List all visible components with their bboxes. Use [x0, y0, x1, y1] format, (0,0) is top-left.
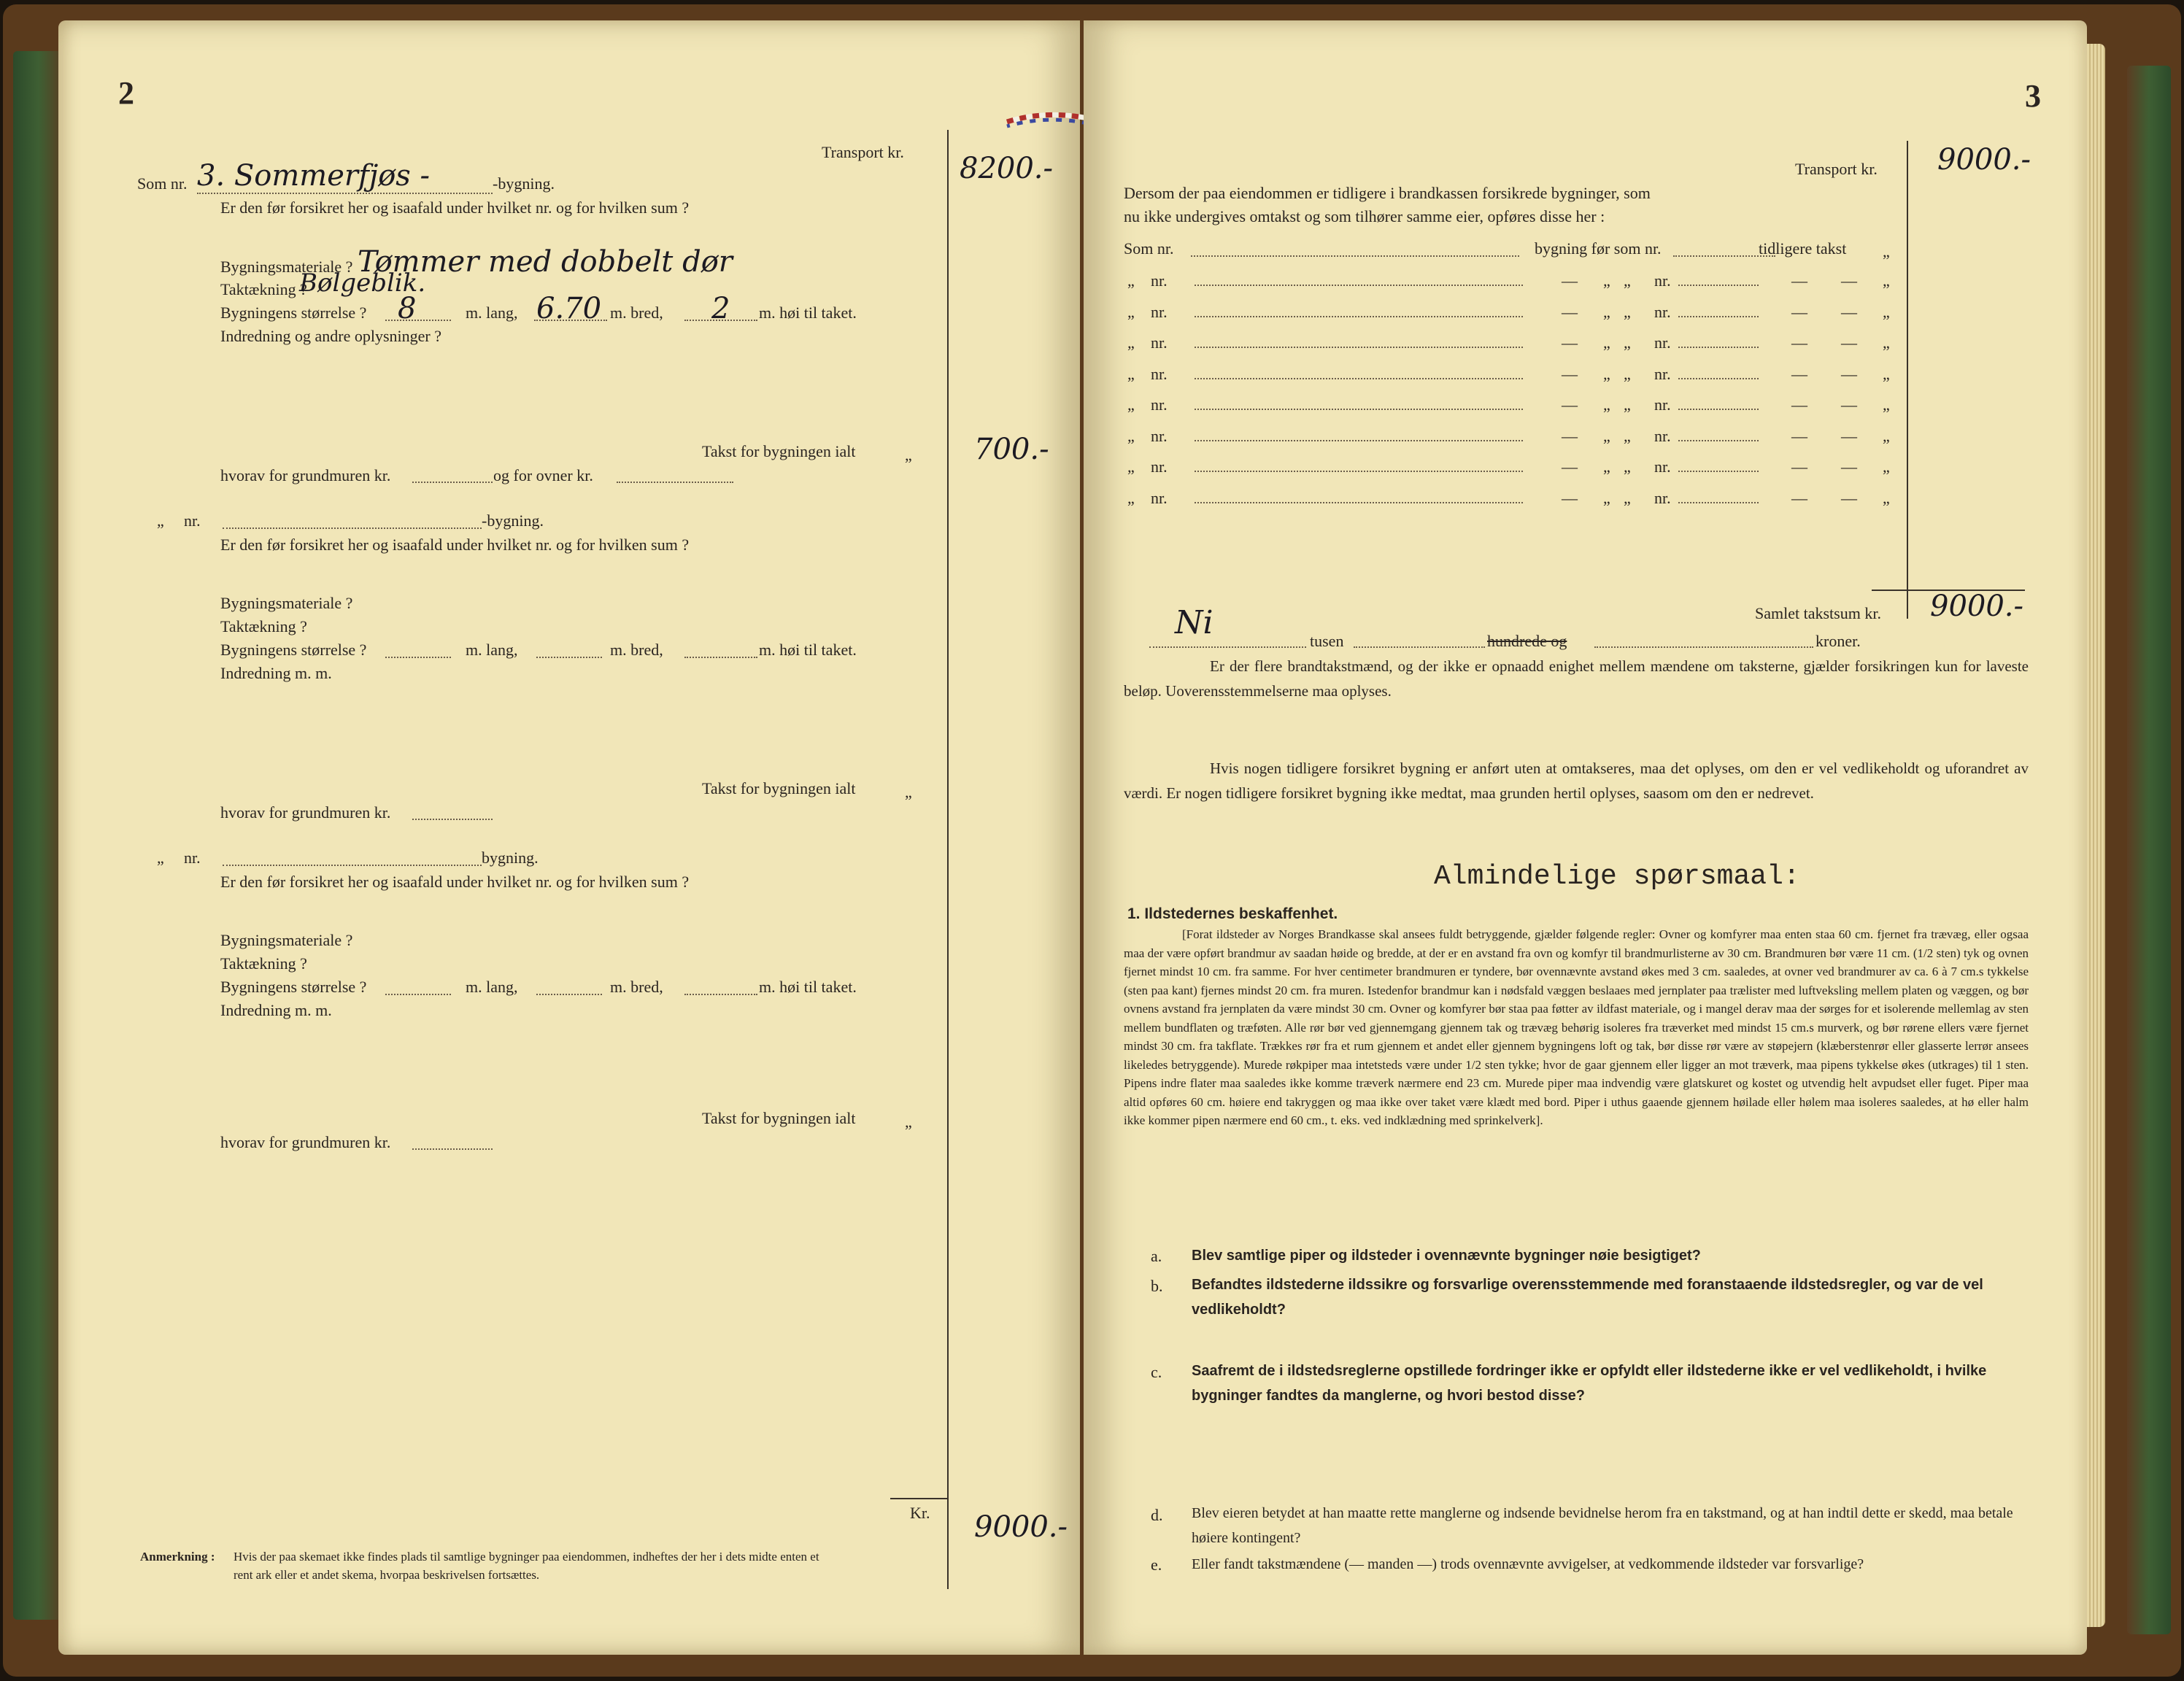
row-mark: „ [1624, 333, 1631, 352]
dotted-line [385, 320, 451, 321]
row-mark: „ [1603, 271, 1610, 290]
building1-name: 3. Sommerfjøs - [197, 159, 431, 193]
dotted-line [536, 994, 602, 995]
height-unit: m. høi til taket. [759, 641, 857, 659]
transport-value: 8200.- [960, 152, 1054, 185]
row-dash: — [1791, 302, 1807, 321]
row-mark: „ [1603, 488, 1610, 507]
row-nr-label: nr. [1654, 271, 1671, 290]
cover-edge-right [2127, 66, 2171, 1634]
quote-mark: „ [905, 1113, 912, 1131]
row-nr-label: nr. [1151, 488, 1168, 507]
row-mark: „ [1883, 395, 1890, 414]
dotted-line [412, 819, 493, 820]
row-dash: — [1841, 271, 1857, 290]
row-mark: „ [1127, 333, 1135, 352]
row-mark: „ [1127, 302, 1135, 321]
page-number: 3 [2025, 78, 2041, 114]
row-dash: — [1562, 395, 1578, 414]
dotted-line [684, 657, 757, 658]
dotted-line [223, 865, 482, 866]
row-mark: „ [1603, 333, 1610, 352]
row-mark: „ [1624, 488, 1631, 507]
question-a: Blev samtlige piper og ildsteder i ovennævnte bygninger nøie besigtiget? [1192, 1248, 1701, 1264]
header-som-nr: Som nr. [1124, 239, 1174, 258]
row-dash: — [1562, 271, 1578, 290]
paragraph-previous-insured: Hvis nogen tidligere forsikret bygning er anført uten at omtakseres, maa det oplyses, om den er vel vedlikeholdt og uforandret av værdi. Er nogen tidligere forsikret bygning ikke medtat, maa grunden hertil oplyses, saasom om den er nedrevet. [1124, 760, 2029, 802]
quote-mark: „ [1883, 242, 1890, 260]
row-nr-label: nr. [1654, 457, 1671, 476]
height-unit: m. høi til taket. [759, 304, 857, 322]
dotted-line [1195, 502, 1523, 503]
row-dash: — [1791, 333, 1807, 352]
dotted-line [197, 193, 493, 194]
row-dash: — [1562, 488, 1578, 507]
sum-column-rule [1907, 141, 1908, 619]
row-mark: „ [1624, 395, 1631, 414]
building1-height: 2 [711, 292, 730, 325]
building1-roof-label: Taktækning ? [220, 280, 307, 298]
row-dash: — [1841, 395, 1857, 414]
right-page [1084, 20, 2087, 1655]
dotted-line [1354, 646, 1485, 648]
row-mark: „ [1883, 488, 1890, 507]
dotted-line [684, 320, 757, 321]
bygning-label: -bygning. [493, 174, 555, 193]
building2-interior-label: Indredning m. m. [220, 664, 332, 682]
row-dash: — [1841, 333, 1857, 352]
building2-material-label: Bygningsmateriale ? [220, 594, 353, 612]
row-mark: „ [1127, 426, 1135, 445]
dotted-line [412, 1148, 493, 1150]
row-mark: „ [1127, 271, 1135, 290]
building1-takst-value: 700.- [974, 433, 1049, 466]
row-dash: — [1562, 426, 1578, 445]
question-d: Blev eieren betydet at han maatte rette manglerne og indsende bevidnelse herom fra en takstmand, og at han indtil dette er skedd, maa betale høiere kontingent? [1192, 1505, 2013, 1546]
building1-interior-label: Indredning og andre oplysninger ? [220, 327, 442, 345]
dotted-line [1195, 440, 1523, 441]
dotted-line [385, 657, 451, 658]
question-c-letter: c. [1151, 1363, 1162, 1381]
width-unit: m. bred, [610, 641, 663, 659]
building1-length: 8 [398, 292, 417, 325]
row-mark: „ [1127, 488, 1135, 507]
building1-material-value: Tømmer med dobbelt dør [358, 245, 733, 279]
row-nr-label: nr. [1654, 395, 1671, 414]
dotted-line [412, 482, 493, 483]
building3-material-label: Bygningsmateriale ? [220, 931, 353, 949]
row-mark: „ [1883, 457, 1890, 476]
dotted-line [536, 657, 602, 658]
dotted-line [1678, 440, 1759, 441]
row-nr-label: nr. [1654, 333, 1671, 352]
note-label: Anmerkning : [140, 1550, 215, 1564]
total-kr-label: Kr. [910, 1504, 930, 1522]
dotted-line [223, 528, 482, 529]
question-e: Eller fandt takstmændene (— manden —) trods ovennævnte avvigelser, at vedkommende ildsteder var forsvarlige? [1192, 1556, 1864, 1572]
dotted-line [1195, 347, 1523, 348]
row-nr-label: nr. [1151, 271, 1168, 290]
dotted-line [1678, 502, 1759, 503]
kroner-label: kroner. [1816, 632, 1861, 650]
row-mark: „ [1883, 333, 1890, 352]
header-bygning: bygning før som nr. [1535, 239, 1662, 258]
dotted-line [1678, 409, 1759, 410]
height-unit: m. høi til taket. [759, 978, 857, 996]
row-nr-label: nr. [1151, 395, 1168, 414]
dotted-line [1594, 646, 1813, 648]
row-mark: „ [1603, 364, 1610, 383]
row-dash: — [1841, 364, 1857, 383]
dotted-line [1149, 646, 1306, 648]
note-line-1: Hvis der paa skemaet ikke findes plads til samtlige bygninger paa eiendommen, indheftes der her i dets midte enten et [234, 1550, 819, 1564]
building3-bygning-label: bygning. [482, 849, 539, 867]
note-line-2: rent ark eller et andet skema, hvorpaa beskrivelsen fortsættes. [234, 1568, 540, 1582]
row-dash: — [1562, 364, 1578, 383]
building2-bygning-label: -bygning. [482, 511, 544, 530]
length-unit: m. lang, [466, 304, 518, 322]
dotted-line [385, 994, 451, 995]
row-nr-label: nr. [1654, 364, 1671, 383]
building2-roof-label: Taktækning ? [220, 617, 307, 635]
question-b-letter: b. [1151, 1277, 1163, 1295]
row-dash: — [1841, 488, 1857, 507]
dotted-line [1678, 316, 1759, 317]
row-dash: — [1791, 364, 1807, 383]
row-mark: „ [1624, 457, 1631, 476]
row-mark: „ [1883, 302, 1890, 321]
row-mark: „ [1883, 426, 1890, 445]
question-b: Befandtes ildstederne ildssikre og forsvarlige overensstemmende med foranstaaende ildstedsregler, og var de vel vedlikeholdt? [1192, 1277, 1983, 1318]
building2-takst-label: Takst for bygningen ialt [702, 779, 856, 797]
row-nr-label: nr. [1151, 364, 1168, 383]
row-nr-label: nr. [1151, 426, 1168, 445]
building1-roof-value: Bølgeblik. [299, 268, 426, 298]
dotted-line [1195, 316, 1523, 317]
row-dash: — [1562, 457, 1578, 476]
dotted-line [1678, 347, 1759, 348]
row-mark: „ [1127, 395, 1135, 414]
row-mark: „ [1603, 457, 1610, 476]
row-nr-label: nr. [1151, 333, 1168, 352]
building3-takst-label: Takst for bygningen ialt [702, 1109, 856, 1127]
building2-nr-label: nr. [184, 511, 201, 530]
dotted-line [1195, 285, 1523, 286]
row-dash: — [1562, 302, 1578, 321]
fire-regulations-text: [Forat ildsteder av Norges Brandkasse skal ansees fuldt betryggende, gjælder følgende regler: Ovner og komfyrer maa enten staa 60 cm. fjernet fra trævæg, eller ogsaa maa der være opført brandmur av saadan høide og bredde, at der er en avstand fra ovn og komfyr til brandmurlisterne av 30 cm. Brandmuren bør være 11 cm. (1/2 sten) tyk og ovnen fjernet mindst 10 cm. fra samme. For hver centimeter brandmuren er tyndere, bør ovennævnte avstand økes med 3 cm. saaledes, at ovner ved brandmurer av ca. 6 à 7 cm.s tykkelse (sten paa kant) fjernes mindst 20 cm. fra muren. Istedenfor brandmur kan i nødsfald væggen beslaaes med jernplater paa trælister med luftveksling mellem platen og væggen, og bør ovnens avstand fra jernplaten da være mindst 30 cm. Ovner og komfyrer bør staa paa føtter av ildfast materiale, og i mangel derav maa der sørges for et isolerende mellemlag av sten mellem bundflaten og træføten. Alle rør bør ved gjennemgang gjennem tak og trævæg behørig isoleres fra træverket med mindst 15 cm.s murverk, og bør rørene ellers være fjernet mindst 30 cm. fra takflate. Trækkes rør fra et rum gjennem et andet eller gjennem bygningens loft og tak, bør disse rør være av støpejern (klæberstenrør eller glasserte lerrør ansees likeledes betryggende). Murede røkpiper maa intetsteds være under 1/2 sten tykke; hvor de gaar gjennem eller ligger an mot træverk, maa pipens tykkelse økes (utkrages) til 1 sten. Pipens indre flater maa saaledes ikke komme træverk nærmere end 23 cm. Murede piper maa indvendig være glatskuret og kostet og utvendig helt avpudset eller fuget. Piper maa altid opføres 60 cm. høiere end takryggen og maa ikke over taket være klædt med bord. Piper i uthus gaaende gjennem høilade eller hølem maa isoleres saaledes, at hø eller halm ikke kommer pipen nærmere end 60 cm., t. eks. ved indklædning med sprinkelverk]. [1124, 927, 2029, 1127]
building1-width: 6.70 [536, 292, 602, 325]
question-d-letter: d. [1151, 1506, 1163, 1524]
dotted-line [1678, 471, 1759, 472]
question-a-letter: a. [1151, 1247, 1162, 1265]
building3-interior-label: Indredning m. m. [220, 1001, 332, 1019]
paragraph-lowest-amount: Er der flere brandtakstmænd, og der ikke er opnaadd enighet mellem mændene om taksterne, gjælder forsikringen kun for laveste beløp. Uoverensstemmelserne maa oplyses. [1124, 657, 2029, 700]
row-nr-label: nr. [1654, 426, 1671, 445]
building3-nr-label: nr. [184, 849, 201, 867]
dotted-line [1678, 378, 1759, 379]
dotted-line [1678, 285, 1759, 286]
dotted-line [684, 994, 757, 995]
row-mark: „ [1603, 395, 1610, 414]
row-mark: „ [1603, 302, 1610, 321]
row-nr-label: nr. [1654, 488, 1671, 507]
som-nr-label: Som nr. [137, 174, 188, 193]
row-mark: „ [1624, 426, 1631, 445]
quote-mark: „ [905, 446, 912, 464]
transport-value: 9000.- [1937, 143, 2031, 177]
dotted-line [534, 320, 607, 321]
samlet-label: Samlet takstsum kr. [1755, 604, 1881, 622]
row-mark: „ [1624, 364, 1631, 383]
length-unit: m. lang, [466, 978, 518, 996]
row-dash: — [1791, 457, 1807, 476]
dotted-line [617, 482, 733, 483]
row-mark: „ [1127, 457, 1135, 476]
row-mark: „ [1624, 302, 1631, 321]
total-rule [890, 1498, 949, 1499]
row-mark: „ [1127, 364, 1135, 383]
row-mark: „ [1883, 364, 1890, 383]
row-mark: „ [1603, 426, 1610, 445]
building2-size-label: Bygningens størrelse ? [220, 641, 367, 659]
building2-question: Er den før forsikret her og isaafald under hvilket nr. og for hvilken sum ? [220, 536, 690, 554]
row-dash: — [1791, 271, 1807, 290]
quote-mark: „ [905, 783, 912, 801]
intro-line-1: Dersom der paa eiendommen er tidligere i brandkassen forsikrede bygninger, som [1124, 184, 1651, 202]
dotted-line [1191, 255, 1519, 257]
building3-roof-label: Taktækning ? [220, 954, 307, 973]
page-number: 2 [118, 75, 134, 111]
sum-column-rule [947, 130, 949, 1589]
building1-ovner-label: og for ovner kr. [493, 466, 593, 484]
intro-line-2: nu ikke undergives omtakst og som tilhører samme eier, opføres disse her : [1124, 207, 1605, 225]
total-value: 9000.- [974, 1510, 1068, 1544]
section-title: Almindelige spørsmaal: [1434, 861, 1800, 892]
samlet-value: 9000.- [1930, 590, 2024, 623]
dotted-line [1195, 378, 1523, 379]
question-1-heading: 1. Ildstedernes beskaffenhet. [1127, 905, 1338, 922]
row-nr-label: nr. [1151, 457, 1168, 476]
left-page [58, 20, 1080, 1655]
cover-edge-left [13, 51, 64, 1620]
sum-in-words: Ni [1175, 604, 1213, 641]
transport-label: Transport kr. [822, 143, 904, 161]
dotted-line [1195, 409, 1523, 410]
row-mark: „ [1883, 271, 1890, 290]
quote-mark: „ [157, 849, 164, 867]
row-dash: — [1841, 457, 1857, 476]
row-mark: „ [1624, 271, 1631, 290]
quote-mark: „ [157, 511, 164, 530]
building3-size-label: Bygningens størrelse ? [220, 978, 367, 996]
question-e-letter: e. [1151, 1556, 1162, 1574]
transport-label: Transport kr. [1795, 160, 1878, 178]
width-unit: m. bred, [610, 304, 663, 322]
building2-hvorav-label: hvorav for grundmuren kr. [220, 803, 391, 822]
building1-hvorav-label: hvorav for grundmuren kr. [220, 466, 391, 484]
row-dash: — [1841, 426, 1857, 445]
row-nr-label: nr. [1654, 302, 1671, 321]
building1-size-label: Bygningens størrelse ? [220, 304, 367, 322]
building3-question: Er den før forsikret her og isaafald under hvilket nr. og for hvilken sum ? [220, 873, 690, 891]
header-takst: tidligere takst [1759, 239, 1847, 258]
building1-takst-label: Takst for bygningen ialt [702, 442, 856, 460]
question-c: Saafremt de i ildstedsreglerne opstillede fordringer ikke er opfyldt eller ildstederne ikke er vel vedlikeholdt, i hvilke bygninger fandtes da manglerne, og hvori bestod disse? [1192, 1363, 1987, 1404]
row-dash: — [1791, 488, 1807, 507]
hundrede-label: hundrede og [1487, 632, 1567, 650]
row-dash: — [1791, 426, 1807, 445]
dotted-line [1195, 471, 1523, 472]
building3-hvorav-label: hvorav for grundmuren kr. [220, 1133, 391, 1151]
row-dash: — [1791, 395, 1807, 414]
row-nr-label: nr. [1151, 302, 1168, 321]
row-dash: — [1841, 302, 1857, 321]
building1-question: Er den før forsikret her og isaafald under hvilket nr. og for hvilken sum ? [220, 198, 690, 217]
building1-material-label: Bygningsmateriale ? [220, 258, 353, 276]
length-unit: m. lang, [466, 641, 518, 659]
tusen-label: tusen [1310, 632, 1344, 650]
row-dash: — [1562, 333, 1578, 352]
width-unit: m. bred, [610, 978, 663, 996]
